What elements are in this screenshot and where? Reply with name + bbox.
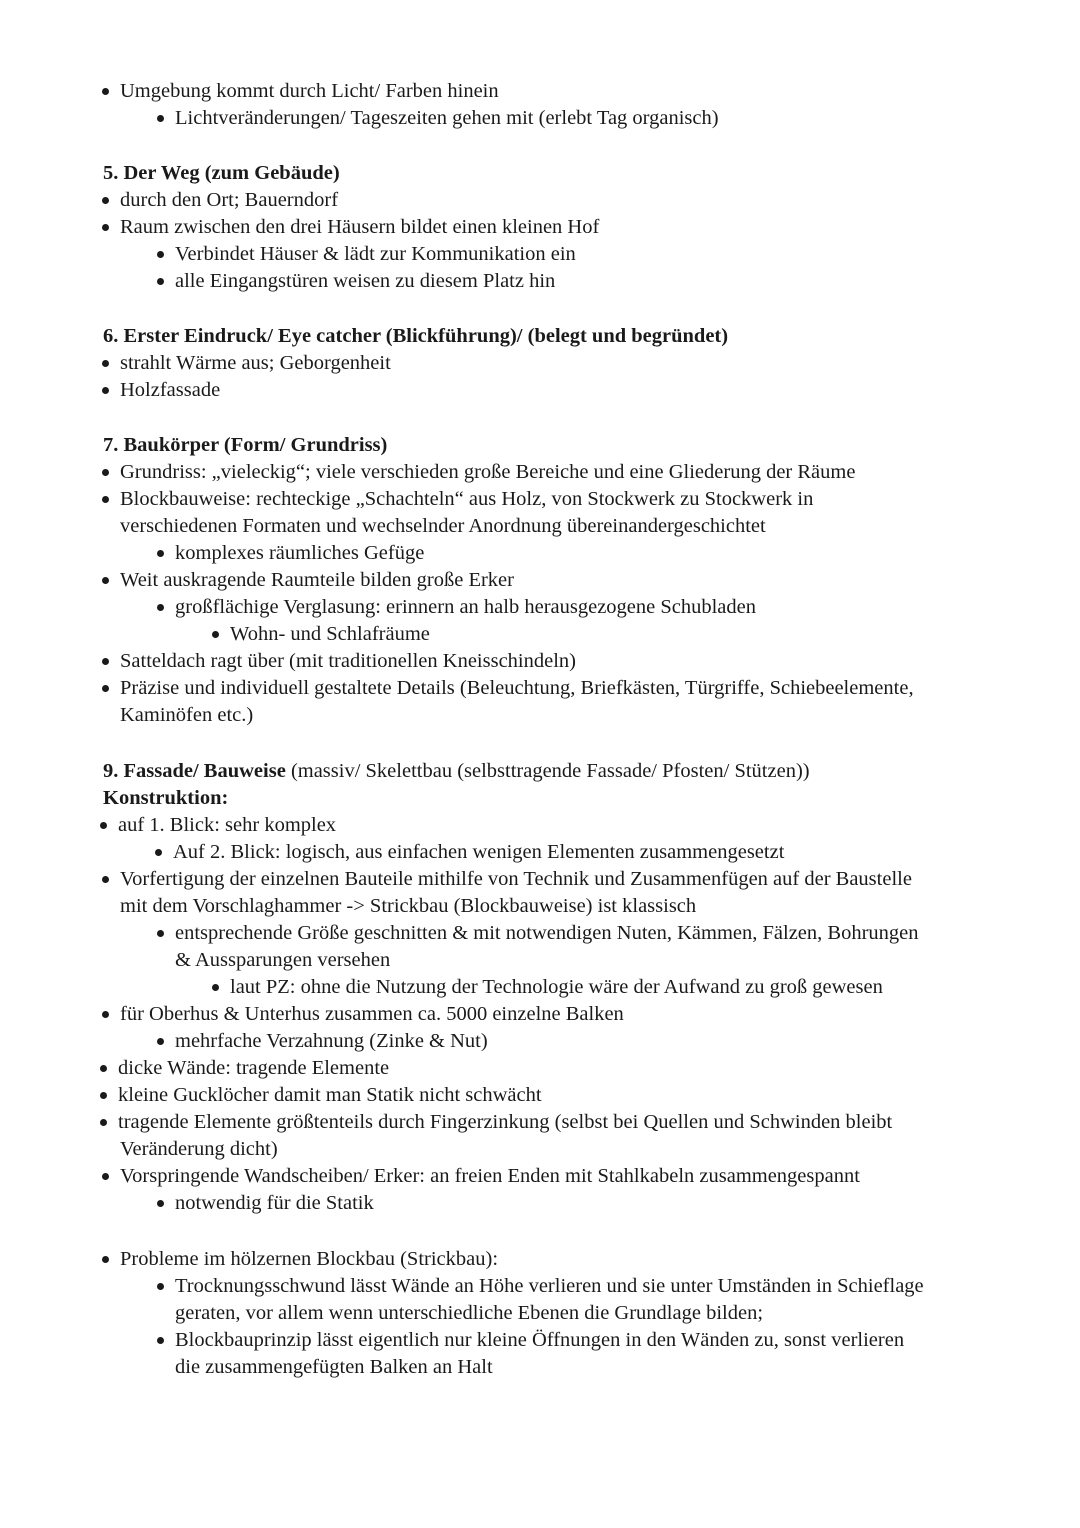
list-item	[175, 1028, 488, 1055]
line-text: Umgebung kommt durch Licht/ Farben hinein	[120, 80, 499, 102]
section-heading	[103, 432, 387, 459]
list-item	[120, 1163, 860, 1190]
line-text: Blockbauprinzip lässt eigentlich nur kleine Öffnungen in den Wänden zu, sonst verlieren	[175, 1329, 905, 1351]
list-item	[120, 377, 220, 404]
line-text: Lichtveränderungen/ Tageszeiten gehen mit (erlebt Tag organisch)	[175, 107, 719, 129]
list-item	[173, 839, 784, 866]
list-item	[175, 105, 719, 132]
list-item	[120, 78, 499, 105]
line-text: mit dem Vorschlaghammer -> Strickbau (Blockbauweise) ist klassisch	[120, 895, 697, 917]
list-item	[175, 594, 756, 621]
line-text: Präzise und individuell gestaltete Details (Beleuchtung, Briefkästen, Türgriffe, Schiebeelemente,	[120, 677, 914, 699]
bullet-icon	[155, 849, 162, 856]
line-text: Trocknungsschwund lässt Wände an Höhe verlieren und sie unter Umständen in Schieflage	[175, 1275, 924, 1297]
line-text: Grundriss: „vieleckig“; viele verschieden große Bereiche und eine Gliederung der Räume	[120, 461, 856, 483]
line-text: 6. Erster Eindruck/ Eye catcher (Blickführung)/ (belegt und begründet)	[103, 325, 729, 347]
line-text: Weit auskragende Raumteile bilden große Erker	[120, 569, 514, 591]
list-item	[175, 947, 390, 974]
bullet-icon	[102, 469, 109, 476]
list-item	[120, 486, 813, 513]
bullet-icon	[102, 658, 109, 665]
list-item	[120, 567, 514, 594]
bullet-icon	[100, 1065, 107, 1072]
list-item	[120, 675, 914, 702]
bullet-icon	[157, 251, 164, 258]
line-text: Satteldach ragt über (mit traditionellen Kneisschindeln)	[120, 650, 576, 672]
list-item	[175, 1354, 493, 1381]
list-item	[120, 350, 391, 377]
list-item	[120, 1136, 278, 1163]
line-text: Wohn- und Schlafräume	[230, 623, 430, 645]
line-text: komplexes räumliches Gefüge	[175, 542, 425, 564]
line-text: kleine Gucklöcher damit man Statik nicht schwächt	[118, 1084, 542, 1106]
line-text: Blockbauweise: rechteckige „Schachteln“ aus Holz, von Stockwerk zu Stockwerk in	[120, 488, 814, 510]
line-text: dicke Wände: tragende Elemente	[118, 1057, 390, 1079]
line-text: & Aussparungen versehen	[175, 949, 391, 971]
bullet-icon	[157, 1038, 164, 1045]
line-text: Probleme im hölzernen Blockbau (Strickbau):	[120, 1248, 499, 1270]
line-text: Vorspringende Wandscheiben/ Erker: an freien Enden mit Stahlkabeln zusammengespannt	[120, 1165, 860, 1187]
list-item	[175, 268, 555, 295]
list-item	[175, 1190, 374, 1217]
line-text: Vorfertigung der einzelnen Bauteile mithilfe von Technik und Zusammenfügen auf der Baustelle	[120, 868, 912, 890]
line-text: 7. Baukörper (Form/ Grundriss)	[103, 434, 388, 456]
list-item	[120, 459, 855, 486]
list-item	[120, 648, 576, 675]
line-text: entsprechende Größe geschnitten & mit notwendigen Nuten, Kämmen, Fälzen, Bohrungen	[175, 922, 919, 944]
list-item	[120, 866, 912, 893]
bullet-icon	[102, 685, 109, 692]
line-text: Auf 2. Blick: logisch, aus einfachen wenigen Elementen zusammengesetzt	[173, 841, 785, 863]
list-item	[120, 702, 253, 729]
line-text: 9. Fassade/ Bauweise	[103, 760, 286, 782]
line-text: notwendig für die Statik	[175, 1192, 374, 1214]
line-text: Raum zwischen den drei Häusern bildet einen kleinen Hof	[120, 216, 600, 238]
bullet-icon	[212, 984, 219, 991]
line-text: 5. Der Weg (zum Gebäude)	[103, 162, 340, 184]
bullet-icon	[157, 1337, 164, 1344]
list-item	[120, 187, 338, 214]
line-text: strahlt Wärme aus; Geborgenheit	[120, 352, 391, 374]
line-text: großflächige Verglasung: erinnern an halb herausgezogene Schubladen	[175, 596, 757, 618]
bullet-icon	[100, 822, 107, 829]
bullet-icon	[102, 1173, 109, 1180]
line-text: Holzfassade	[120, 379, 221, 401]
list-item	[118, 1055, 389, 1082]
bullet-icon	[157, 115, 164, 122]
bullet-icon	[212, 631, 219, 638]
list-item	[175, 241, 576, 268]
list-item	[120, 1246, 498, 1273]
list-item	[120, 214, 599, 241]
line-text: Konstruktion:	[103, 787, 229, 809]
bullet-icon	[102, 1011, 109, 1018]
list-item	[118, 812, 336, 839]
line-text: Kaminöfen etc.)	[120, 704, 254, 726]
list-item	[175, 540, 424, 567]
bullet-icon	[102, 1256, 109, 1263]
bullet-icon	[157, 550, 164, 557]
list-item	[230, 621, 430, 648]
line-text: durch den Ort; Bauerndorf	[120, 189, 339, 211]
bullet-icon	[102, 360, 109, 367]
section-heading	[103, 160, 340, 187]
bullet-icon	[157, 930, 164, 937]
line-text: geraten, vor allem wenn unterschiedliche Ebenen die Grundlage bilden;	[175, 1302, 764, 1324]
bullet-icon	[157, 604, 164, 611]
bullet-icon	[102, 224, 109, 231]
bullet-icon	[102, 876, 109, 883]
list-item	[120, 893, 696, 920]
list-item	[120, 513, 766, 540]
line-text: Verbindet Häuser & lädt zur Kommunikation ein	[175, 243, 576, 265]
line-text: verschiedenen Formaten und wechselnder Anordnung übereinandergeschichtet	[120, 515, 766, 537]
bullet-icon	[100, 1092, 107, 1099]
bullet-icon	[102, 387, 109, 394]
bullet-icon	[157, 1283, 164, 1290]
line-text: alle Eingangstüren weisen zu diesem Platz hin	[175, 270, 556, 292]
bullet-icon	[157, 1200, 164, 1207]
line-text: mehrfache Verzahnung (Zinke & Nut)	[175, 1030, 488, 1052]
list-item	[175, 1273, 924, 1300]
list-item	[230, 974, 883, 1001]
list-item	[120, 1001, 624, 1028]
list-item	[175, 920, 919, 947]
bullet-icon	[102, 496, 109, 503]
section-heading	[103, 323, 728, 350]
line-text: die zusammengefügten Balken an Halt	[175, 1356, 493, 1378]
line-text-rest: (massiv/ Skelettbau (selbsttragende Fassade/ Pfosten/ Stützen))	[285, 760, 810, 782]
list-item	[118, 1109, 892, 1136]
list-item	[118, 1082, 542, 1109]
section-heading	[103, 785, 228, 812]
section-heading	[103, 758, 810, 785]
list-item	[175, 1300, 763, 1327]
line-text: tragende Elemente größtenteils durch Fingerzinkung (selbst bei Quellen und Schwinden bleibt	[118, 1111, 893, 1133]
line-text: laut PZ: ohne die Nutzung der Technologie wäre der Aufwand zu groß gewesen	[230, 976, 883, 998]
list-item	[175, 1327, 904, 1354]
bullet-icon	[102, 577, 109, 584]
line-text: auf 1. Blick: sehr komplex	[118, 814, 337, 836]
bullet-icon	[100, 1119, 107, 1126]
bullet-icon	[157, 278, 164, 285]
line-text: Veränderung dicht)	[120, 1138, 278, 1160]
bullet-icon	[102, 88, 109, 95]
line-text: für Oberhus & Unterhus zusammen ca. 5000 einzelne Balken	[120, 1003, 624, 1025]
bullet-icon	[102, 197, 109, 204]
